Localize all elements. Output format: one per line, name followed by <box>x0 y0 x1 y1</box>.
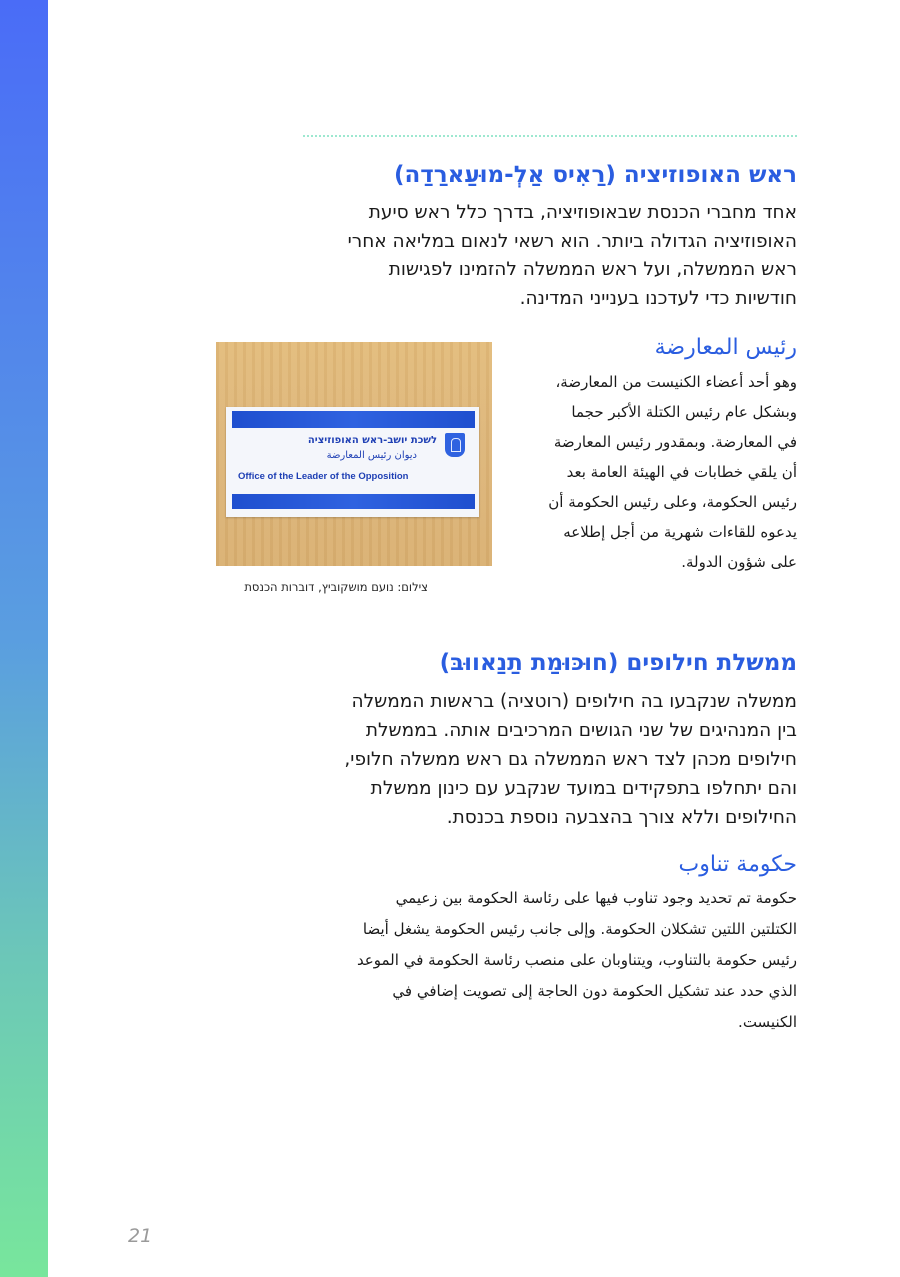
sign-text-hebrew: לשכת יושב-ראש האופוזיציה <box>307 435 437 446</box>
section-heading-rotation-government-hebrew: ממשלת חילופים (חוּכּוּמַת תַנַאווּבּ) <box>439 650 797 676</box>
body-line: אחד מחברי הכנסת שבאופוזיציה, בדרך כלל ראש סיעת <box>368 202 797 223</box>
photo-caption: צילום: נועם מושקוביץ, דוברות הכנסת <box>244 580 428 594</box>
body-line: חודשיות כדי לעדכנו בענייני המדינה. <box>519 287 797 309</box>
body-line: رئيس حكومة بالتناوب، ويتناوبان على منصب رئاسة الحكومة في الموعد <box>356 951 797 969</box>
body-line: أن يلقي خطابات في الهيئة العامة بعد <box>566 463 797 481</box>
body-line: الكتلتين اللتين تشكلان الحكومة. وإلى جانب رئيس الحكومة يشغل أيضا <box>362 920 797 938</box>
state-emblem-icon <box>445 433 465 457</box>
body-line: وبشكل عام رئيس الكتلة الأكبر حجما <box>571 403 797 421</box>
body-line: الذي حدد عند تشكيل الحكومة دون الحاجة إلى تصويت إضافي في <box>392 982 797 1000</box>
body-line: והם יתחלפו בתפקידים במועד שנקבע עם כינון ממשלת <box>370 778 797 799</box>
body-line: رئيس الحكومة، وعلى رئيس الحكومة أن <box>548 493 797 511</box>
body-line: בין המנהיגים של שני הגושים המרכיבים אותה. בממשלת <box>365 720 797 741</box>
section-heading-opposition-leader-arabic: رئيس المعارضة <box>654 335 797 360</box>
body-line: وهو أحد أعضاء الكنيست من المعارضة، <box>555 373 797 391</box>
office-sign <box>226 407 479 517</box>
photo-opposition-office-sign <box>216 342 492 566</box>
dotted-divider <box>303 135 797 137</box>
section-body-opposition-leader-hebrew <box>348 199 797 313</box>
section-body-rotation-government-arabic <box>357 883 797 1038</box>
sign-blue-band-top <box>232 411 475 428</box>
section-body-rotation-government-hebrew <box>344 687 797 832</box>
body-line: حكومة تم تحديد وجود تناوب فيها على رئاسة الحكومة بين زعيمي <box>395 889 797 907</box>
sign-blue-band-bottom <box>232 494 475 509</box>
body-line: على شؤون الدولة. <box>681 553 797 571</box>
sign-text-arabic: ديوان رئيس المعارضة <box>326 450 417 461</box>
body-line: האופוזיציה הגדולה ביותר. הוא רשאי לנאום במליאה אחרי <box>347 230 797 252</box>
body-line: ממשלה שנקבעו בה חילופים (רוטציה) בראשות הממשלה <box>351 691 797 712</box>
section-heading-opposition-leader-hebrew: ראש האופוזיציה (רַאִיס אַלְ-מוּעַארַדַה) <box>393 162 797 188</box>
body-line: يدعوه للقاءات شهرية من أجل إطلاعه <box>563 523 797 541</box>
decorative-gradient-sidebar <box>0 0 48 1277</box>
section-heading-rotation-government-arabic: حكومة تناوب <box>678 852 797 877</box>
body-line: חילופים מכהן לצד ראש הממשלה גם ראש ממשלה חלופי, <box>344 749 797 770</box>
body-line: الكنيست. <box>738 1013 797 1031</box>
section-body-opposition-leader-arabic <box>548 367 797 577</box>
body-line: في المعارضة. وبمقدور رئيس المعارضة <box>553 433 797 451</box>
sign-text-english: Office of the Leader of the Opposition <box>238 471 409 482</box>
page-number: 21 <box>128 1225 153 1247</box>
body-line: החילופים וללא צורך בהצבעה נוספת בכנסת. <box>446 807 797 828</box>
body-line: ראש הממשלה, ועל ראש הממשלה להזמינו לפגישות <box>388 259 797 280</box>
